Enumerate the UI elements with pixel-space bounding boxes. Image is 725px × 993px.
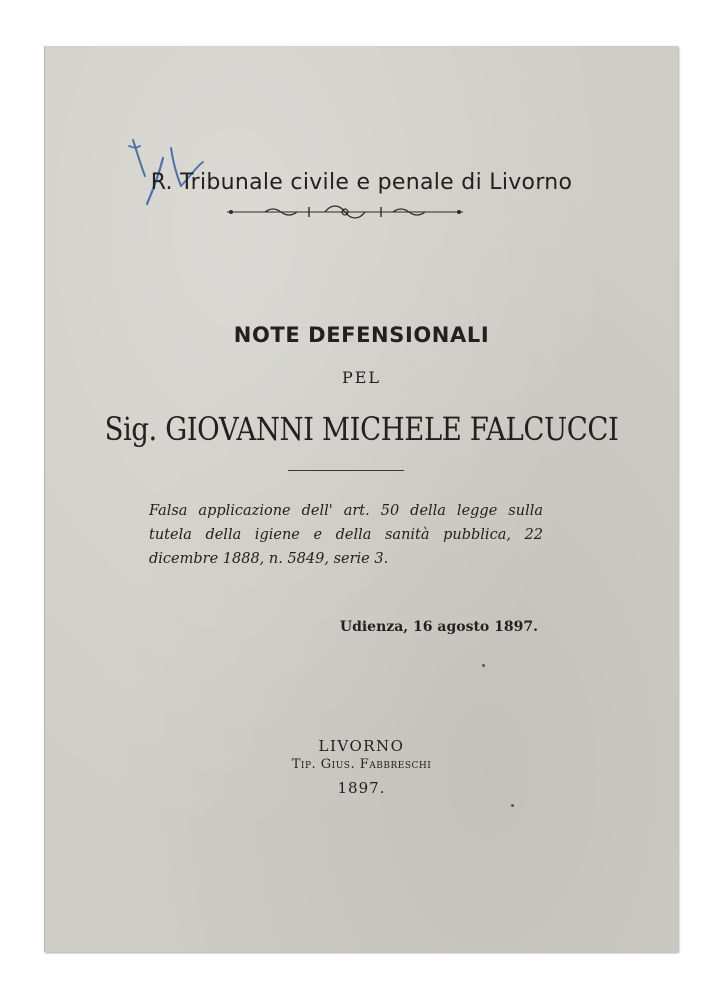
- ornamental-divider-icon: [225, 204, 465, 220]
- preposition-pel: PEL: [341, 368, 382, 387]
- case-subject: Falsa applicazione dell' art. 50 della legge sulla tutela della igiene e della sanità pubblica, 22 dicembre 1888, n. 5849, serie 3.: [149, 503, 543, 567]
- imprint-city: LIVORNO: [318, 737, 405, 755]
- court-heading: R. Tribunale civile e penale di Livorno: [150, 170, 573, 195]
- pamphlet-cover: [44, 46, 678, 952]
- imprint-year: 1897.: [337, 779, 386, 797]
- client-name: Sig. GIOVANNI MICHELE FALCUCCI: [104, 410, 619, 448]
- imprint-printer: Tip. Gius. Fabbreschi: [291, 757, 432, 772]
- ink-speck: [511, 804, 514, 807]
- ink-speck: [482, 664, 485, 667]
- document-title: NOTE DEFENSIONALI: [233, 323, 490, 347]
- hearing-date: Udienza, 16 agosto 1897.: [339, 619, 538, 635]
- pencil-annotation-icon: [85, 118, 205, 218]
- divider-rule: [288, 470, 404, 471]
